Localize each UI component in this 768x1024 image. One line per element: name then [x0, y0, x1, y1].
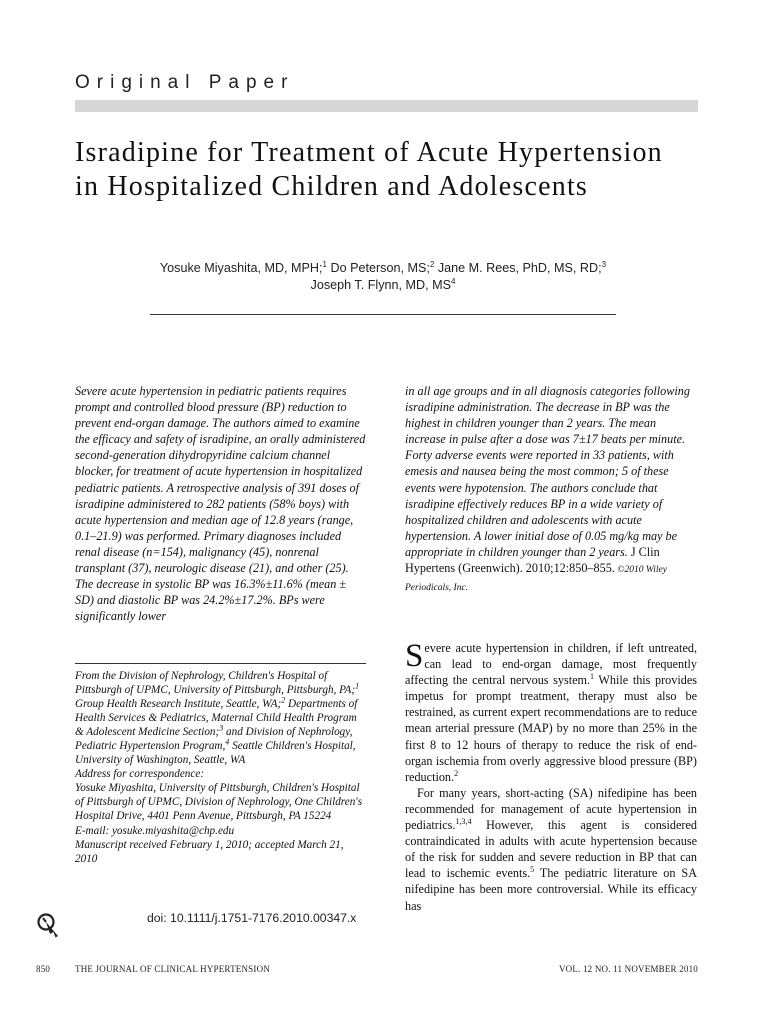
- author-affiliation-mark: 4: [451, 276, 456, 286]
- affiliation-3: and Division of Nephrology, Pediatric Hypertension Program,: [75, 726, 353, 753]
- abstract-column-left: Severe acute hypertension in pediatric patients requires prompt and controlled blood pressure (BP) reduction to prevent end-organ damage. The authors aimed to examine the efficacy and safety of isradipine, an orally administered second-generation dihydropyridine calcium channel blocker, for treatment of acute hypertension in hospitalized pediatric patients. A retrospective analysis of 391 doses of isradipine administered to 282 patients (58% boys) with acute hypertension and median age of 12.8 years (range, 0.1–21.9) was performed. Primary diagnoses included renal disease (n=154), malignancy (45), nonrenal transplant (37), neurologic disease (21), and other (25). The decrease in systolic BP was 16.3%±11.6% (mean ± SD) and diastolic BP was 24.2%±17.2%. BPs were significantly lower: [75, 384, 366, 624]
- paragraph-1: [405, 640, 697, 785]
- author-name: Yosuke Miyashita, MD, MPH;: [159, 261, 323, 275]
- abstract-column-right: [405, 383, 697, 596]
- paragraph-text: evere acute hypertension in children, if left untreated, can lead to end-organ damage, most frequently affecting the central nervous system.: [405, 641, 697, 688]
- section-label: Original Paper: [75, 72, 295, 93]
- affiliation-1: Group Health Research Institute, Seattle, WA;: [75, 698, 282, 711]
- affiliation-mark: 1: [355, 681, 360, 691]
- affiliation-divider: [75, 663, 366, 664]
- copyright: ©2010 Wiley Periodicals, Inc.: [405, 565, 667, 594]
- issue-info: VOL. 12 NO. 11 NOVEMBER 2010: [558, 964, 698, 974]
- paragraph-text: However, this agent is considered contraindicated in adults with acute hypertension because of the risk for sudden and severe reduction in BP that can lead to ischemic events.: [405, 818, 697, 881]
- affiliation-2: Departments of Health Services & Pediatrics, Maternal Child Health Program & Adolescent Medicine Section;: [75, 698, 358, 739]
- citation: J Clin Hypertens (Greenwich). 2010;12:850–855.: [405, 544, 660, 576]
- header-band: [75, 100, 698, 112]
- paragraph-text: The pediatric literature on SA nifedipine has been more controversial. While its efficacy has: [405, 866, 697, 913]
- affiliation-mark: 3: [219, 723, 224, 733]
- page-number: 850: [36, 964, 51, 974]
- article-title: Isradipine for Treatment of Acute Hypertension in Hospitalized Children and Adolescents: [75, 137, 663, 202]
- author-name: Do Peterson, MS;: [326, 261, 430, 275]
- reference-mark: 5: [530, 865, 535, 875]
- paragraph-2: [405, 785, 697, 914]
- affiliation-4: Seattle Children's Hospital, University of Washington, Seattle, WA: [75, 740, 356, 767]
- author-affiliation-mark: 2: [429, 259, 435, 269]
- affiliation-mark: 4: [225, 737, 230, 747]
- affiliation-text: [75, 669, 367, 767]
- author-list: [150, 260, 616, 294]
- author-name: Joseph T. Flynn, MD, MS: [310, 278, 451, 292]
- author-name: Jane M. Rees, PhD, MS, RD;: [434, 261, 602, 275]
- body-text: [405, 640, 697, 914]
- reference-mark: 1: [590, 672, 595, 682]
- paragraph-text: For many years, short-acting (SA) nifedipine has been recommended for management of acute hypertension in pediatrics.: [405, 785, 697, 833]
- reference-mark: 1,3,4: [455, 816, 472, 826]
- author-affiliation-mark: 1: [322, 259, 327, 269]
- abstract-text: in all age groups and in all diagnosis categories following isradipine administration. The decrease in BP was the highest in children younger than 2 years. The mean increase in pulse after a dose was 7±17 beats per minute. Forty adverse events were reported in 33 patients, with emesis and nausea being the most common; 5 of these events were hypotension. The authors conclude that isradipine effectively reduces BP in a wide variety of hospitalized children and adolescents with acute hypertension. A lower initial dose of 0.05 mg/kg may be appropriate in children younger than 2 years.: [405, 384, 690, 559]
- affiliation-from: From the Division of Nephrology, Children's Hospital of Pittsburgh of UPMC, University of Pittsburgh, Pittsburgh, PA;: [75, 670, 356, 697]
- correspondence-address: Yosuke Miyashita, University of Pittsburgh, Children's Hospital of Pittsburgh of UPMC, Division of Nephrology, One Children's Hospital Drive, 4401 Penn Avenue, Pittsburgh, PA 15224: [75, 782, 363, 823]
- author-affiliation-mark: 3: [601, 259, 607, 269]
- author-divider: [150, 314, 616, 315]
- reference-mark: 2: [454, 768, 459, 778]
- affiliation-mark: 2: [281, 695, 286, 705]
- manuscript-dates: Manuscript received February 1, 2010; accepted March 21, 2010: [75, 838, 344, 865]
- correspondence-email: E-mail: yosuke.miyashita@chp.edu: [75, 824, 235, 837]
- drop-cap: S: [405, 638, 424, 674]
- author-line-2: [150, 277, 616, 294]
- doi-link[interactable]: doi: 10.1111/j.1751-7176.2010.00347.x: [147, 911, 357, 925]
- affiliations: [75, 669, 367, 866]
- author-line-1: [150, 260, 616, 277]
- journal-name: THE JOURNAL OF CLINICAL HYPERTENSION: [75, 964, 270, 974]
- crossmark-pointer-icon[interactable]: [36, 912, 64, 940]
- correspondence-label: Address for correspondence:: [75, 768, 205, 781]
- paragraph-text: While this provides impetus for prompt treatment, therapy must also be restrained, as current expert recommendations are to reduce mean arterial pressure (MAP) by no more than 25% in the first 8 to 12 hours of therapy to reduce the risk of end-organ ischemia from overly aggressive blood pressure (BP) reduction.: [405, 673, 698, 784]
